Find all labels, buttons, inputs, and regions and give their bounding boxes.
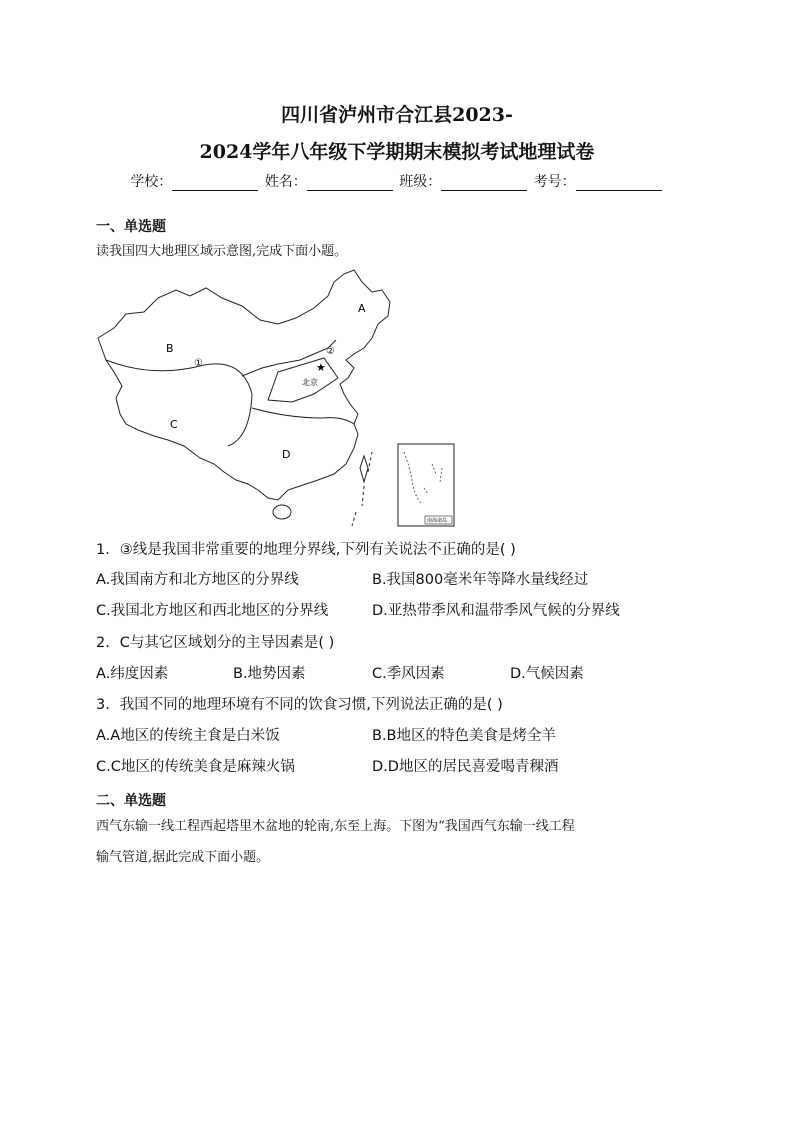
number-blank[interactable] — [576, 176, 662, 191]
question-3-option-a[interactable]: A.A地区的传统主食是白米饭 — [96, 728, 280, 744]
section2-intro-line2: 输气管道,据此完成下面小题。 — [96, 850, 270, 865]
capital-star-icon: ★ — [316, 361, 326, 374]
school-blank[interactable] — [172, 176, 258, 191]
section2-intro-line1: 西气东输一线工程西起塔里木盆地的轮南,东至上海。下图为“我国西气东输一线工程 — [96, 819, 575, 834]
question-1-stem: 1．③线是我国非常重要的地理分界线,下列有关说法不正确的是( ) — [96, 542, 516, 558]
number-label: 考号： — [533, 174, 576, 190]
hainan-island — [273, 505, 291, 519]
question-2-option-b[interactable]: B.地势因素 — [233, 666, 306, 682]
question-1-option-d[interactable]: D.亚热带季风和温带季风气候的分界线 — [372, 603, 620, 619]
boundary-line-1 — [106, 360, 252, 446]
question-3-option-d[interactable]: D.D地区的居民喜爱喝青稞酒 — [372, 759, 559, 775]
question-2-option-a[interactable]: A.纬度因素 — [96, 666, 169, 682]
exam-title-line1: 四川省泸州市合江县2023- — [281, 104, 513, 126]
question-3-stem: 3．我国不同的地理环境有不同的饮食习惯,下列说法正确的是( ) — [96, 697, 503, 713]
section1-intro: 读我国四大地理区域示意图,完成下面小题。 — [96, 244, 348, 259]
region-label-a: A — [358, 302, 366, 315]
question-1-option-a[interactable]: A.我国南方和北方地区的分界线 — [96, 572, 299, 588]
question-2-option-c[interactable]: C.季风因素 — [372, 666, 445, 682]
question-3-option-c[interactable]: C.C地区的传统美食是麻辣火锅 — [96, 759, 295, 775]
class-label: 班级： — [399, 174, 442, 190]
line-marker-1: ① — [194, 358, 203, 369]
question-1-option-b[interactable]: B.我国800毫米年等降水量线经过 — [372, 572, 589, 588]
question-2-option-d[interactable]: D.气候因素 — [510, 666, 584, 682]
china-regions-map — [92, 268, 462, 530]
line-marker-2: ② — [326, 346, 335, 357]
region-label-d: D — [282, 448, 291, 461]
region-label-b: B — [166, 342, 174, 355]
question-2-stem: 2．C与其它区域划分的主导因素是( ) — [96, 635, 335, 651]
inset-label: 南海诸岛 — [427, 518, 448, 524]
section1-heading: 一、单选题 — [96, 219, 166, 235]
question-3-option-b[interactable]: B.B地区的特色美食是烤全羊 — [372, 728, 557, 744]
name-blank[interactable] — [307, 176, 393, 191]
boundary-line-3 — [252, 408, 354, 424]
school-label: 学校： — [130, 174, 173, 190]
china-outline — [98, 270, 390, 500]
question-1-option-c[interactable]: C.我国北方地区和西北地区的分界线 — [96, 603, 329, 619]
beijing-label: 北京 — [302, 378, 318, 387]
student-info-line — [0, 171, 794, 191]
region-label-c: C — [170, 418, 178, 431]
section2-heading: 二、单选题 — [96, 793, 166, 809]
exam-title-line2: 2024学年八年级下学期期末模拟考试地理试卷 — [199, 141, 595, 163]
south-china-sea-inset — [398, 444, 454, 526]
name-label: 姓名： — [264, 174, 307, 190]
class-blank[interactable] — [441, 176, 527, 191]
taiwan-island — [360, 456, 368, 482]
